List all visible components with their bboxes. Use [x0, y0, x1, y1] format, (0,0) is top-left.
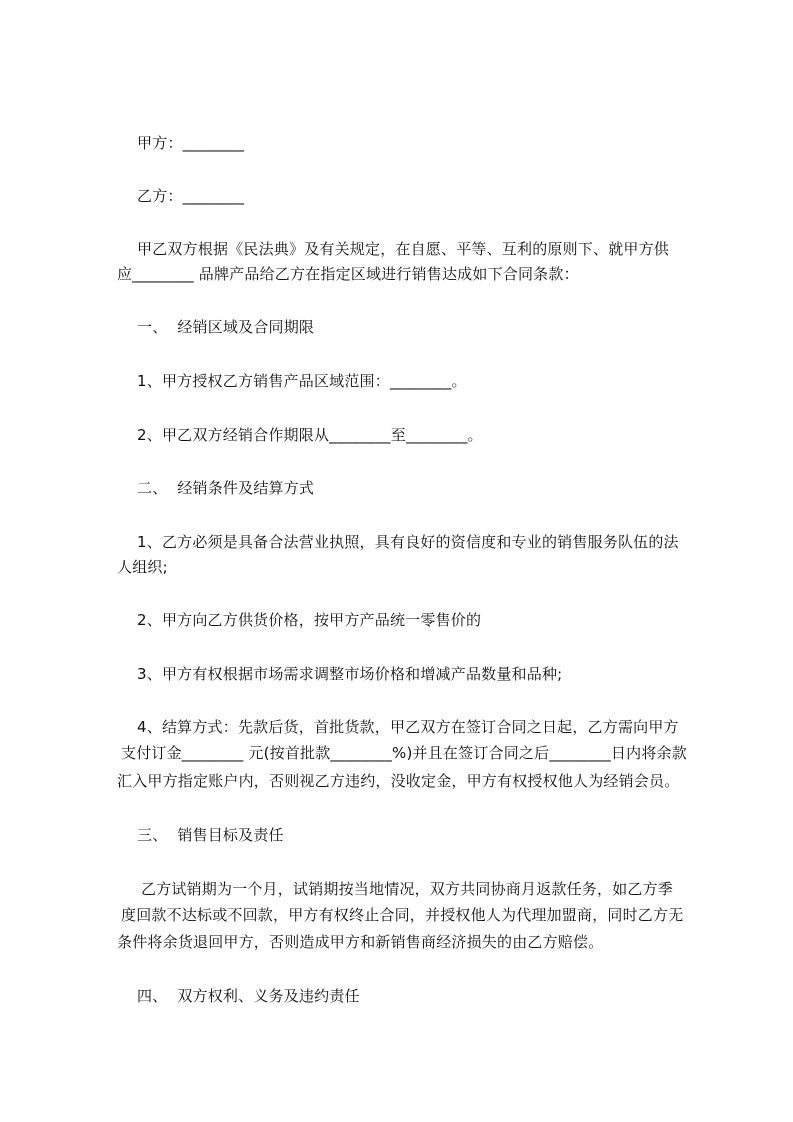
section-4-heading: 四、 双方权利、义务及违约责任 [137, 987, 360, 1005]
section-3-paragraph-line-3: 条件将余货退回甲方，否则造成甲方和新销售商经济损失的由乙方赔偿。 [117, 933, 604, 951]
section-3-paragraph-line-1: 乙方试销期为一个月，试销期按当地情况，双方共同协商月返款任务，如乙方季 [141, 880, 674, 898]
section-2-heading: 二、 经销条件及结算方式 [137, 479, 315, 497]
party-b-line: 乙方：________ [137, 187, 245, 205]
party-a-line: 甲方：________ [137, 134, 245, 152]
section-2-item-1-line-2: 人组织; [117, 558, 168, 576]
intro-line-1: 甲乙双方根据《民法典》及有关规定，在自愿、平等、互利的原则下、就甲方供 [137, 240, 670, 258]
section-1-item-1: 1、甲方授权乙方销售产品区域范围：________。 [137, 372, 467, 390]
section-2-item-1-line-1: 1、乙方必须是具备合法营业执照，具有良好的资信度和专业的销售服务队伍的法 [137, 533, 679, 551]
section-1-item-2: 2、甲乙双方经销合作期限从________至________。 [137, 426, 483, 444]
section-2-item-4-line-1: 4、结算方式：先款后货，首批货款，甲乙双方在签订合同之日起，乙方需向甲方 [137, 718, 679, 736]
section-2-item-4-line-2: 支付订金________ 元(按首批款________%)并且在签订合同之后________日内将余款 [121, 744, 687, 762]
section-3-heading: 三、 销售目标及责任 [137, 826, 284, 844]
section-1-heading: 一、 经销区域及合同期限 [137, 318, 315, 336]
section-2-item-4-line-3: 汇入甲方指定账户内，否则视乙方违约，没收定金，甲方有权授权他人为经销会员。 [117, 772, 680, 790]
intro-line-2: 应________ 品牌产品给乙方在指定区域进行销售达成如下合同条款： [117, 265, 579, 283]
section-3-paragraph-line-2: 度回款不达标或不回款，甲方有权终止合同，并授权他人为代理加盟商，同时乙方无 [121, 906, 684, 924]
section-2-item-3: 3、甲方有权根据市场需求调整市场价格和增减产品数量和品种; [137, 665, 563, 683]
section-2-item-2: 2、甲方向乙方供货价格，按甲方产品统一零售价的 [137, 611, 482, 629]
